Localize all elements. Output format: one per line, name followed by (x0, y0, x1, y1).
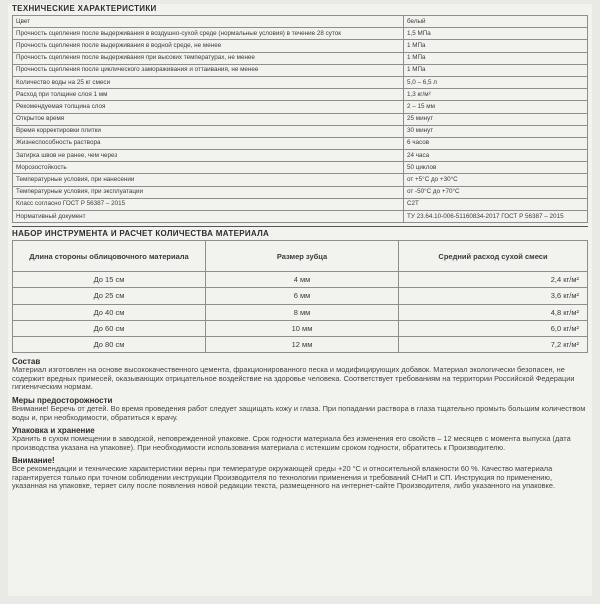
spec-row (13, 28, 588, 40)
spec-value: от +5°С до +30°С (404, 174, 588, 186)
section-title: Упаковка и хранение (12, 426, 95, 436)
tools-row (13, 288, 588, 304)
spec-row (13, 125, 588, 137)
tools-consumption: 3,6 кг/м² (399, 288, 588, 304)
spec-name: Цвет (13, 16, 404, 28)
tools-tooth: 10 мм (206, 320, 399, 336)
spec-row (13, 113, 588, 125)
spec-name: Прочность сцепления после выдерживания в воздушно-сухой среде (нормальные условия) в течение 28 суток (13, 28, 404, 40)
spec-value: 1 МПа (404, 52, 588, 64)
divider (12, 226, 588, 227)
tools-consumption: 6,0 кг/м² (399, 320, 588, 336)
spec-row (13, 16, 588, 28)
section-title: Внимание! (12, 456, 55, 466)
spec-row (13, 174, 588, 186)
spec-value: 25 минут (404, 113, 588, 125)
tools-table (12, 240, 588, 353)
spec-name: Класс согласно ГОСТ Р 56387 – 2015 (13, 198, 404, 210)
spec-name: Количество воды на 25 кг смеси (13, 76, 404, 88)
tools-row (13, 304, 588, 320)
tools-header-tooth: Размер зубца (206, 241, 399, 272)
tools-row (13, 320, 588, 336)
tools-tooth: 6 мм (206, 288, 399, 304)
spec-row (13, 162, 588, 174)
tools-tooth: 12 мм (206, 336, 399, 352)
tools-row (13, 336, 588, 352)
spec-value: 1 МПа (404, 40, 588, 52)
tools-side: До 60 см (13, 320, 206, 336)
spec-value: 5,0 – 6,5 л (404, 76, 588, 88)
section-text: Хранить в сухом помещении в заводской, неповрежденной упаковке. Срок годности материала без изменения его свойств – 12 месяцев с момента выпуска (дата производства указана на упаковке). При необходимости использования материала с истекшим сроком годности, обратитесь к Производителю. (12, 434, 571, 452)
spec-row (13, 89, 588, 101)
spec-row (13, 101, 588, 113)
spec-value: 1 МПа (404, 64, 588, 76)
spec-name: Открытое время (13, 113, 404, 125)
text-sections (12, 357, 588, 491)
spec-value: ТУ 23.64.10-006-51160834-2017 ГОСТ Р 56387 – 2015 (404, 211, 588, 223)
spec-name: Прочность сцепления после циклического замораживания и оттаивания, не менее (13, 64, 404, 76)
spec-row (13, 150, 588, 162)
spec-name: Затирка швов не ранее, чем через (13, 150, 404, 162)
spec-row (13, 211, 588, 223)
specs-title: ТЕХНИЧЕСКИЕ ХАРАКТЕРИСТИКИ (12, 4, 157, 13)
spec-name: Время корректировки плитки (13, 125, 404, 137)
spec-name: Температурные условия, при эксплуатации (13, 186, 404, 198)
spec-name: Прочность сцепления после выдерживания в водной среде, не менее (13, 40, 404, 52)
tools-title: НАБОР ИНСТРУМЕНТА И РАСЧЕТ КОЛИЧЕСТВА МАТЕРИАЛА (12, 229, 270, 239)
tools-consumption: 4,8 кг/м² (399, 304, 588, 320)
spec-row (13, 52, 588, 64)
tools-tooth: 4 мм (206, 272, 399, 288)
spec-value: 6 часов (404, 137, 588, 149)
spec-row (13, 198, 588, 210)
spec-value: 1,5 МПа (404, 28, 588, 40)
spec-name: Жизнеспособность раствора (13, 137, 404, 149)
spec-row (13, 40, 588, 52)
tools-consumption: 7,2 кг/м² (399, 336, 588, 352)
spec-value: С2Т (404, 198, 588, 210)
section-text: Все рекомендации и технические характеристики верны при температуре окружающей среды +20 °С и относительной влажности 60 %. Качество материала гарантируется только при точном соблюдении инструкции Производителя по технологии применения и требований СНиП и СП. Инструкция по применению, указанная на упаковке, теряет силу после появления новой редакции текста, размещенного на интернет-сайте Производителя, либо указанного на упаковке. (12, 464, 556, 491)
spec-name: Морозостойкость (13, 162, 404, 174)
product-label-sheet (8, 4, 592, 596)
spec-name: Нормативный документ (13, 211, 404, 223)
tools-row (13, 272, 588, 288)
section-text: Материал изготовлен на основе высококачественного цемента, фракционированного песка и модифицирующих добавок. Материал экологически безопасен, не содержит вредных примесей, оказывающих отрицательное воздействие на здоровье человека. Соответствует требованиям на территории Российской Федерации гигиеническим нормам. (12, 365, 575, 392)
tools-side: До 25 см (13, 288, 206, 304)
spec-name: Рекомендуемая толщина слоя (13, 101, 404, 113)
spec-value: 24 часа (404, 150, 588, 162)
spec-value: от -50°С до +70°С (404, 186, 588, 198)
tools-tooth: 8 мм (206, 304, 399, 320)
spec-value: 1,3 кг/м² (404, 89, 588, 101)
tools-consumption: 2,4 кг/м² (399, 272, 588, 288)
section-title: Меры предосторожности (12, 395, 113, 405)
section-title: Состав (12, 357, 41, 367)
tools-header-consumption: Средний расход сухой смеси (399, 241, 588, 272)
spec-row (13, 186, 588, 198)
spec-value: 30 минут (404, 125, 588, 137)
tools-side: До 80 см (13, 336, 206, 352)
spec-name: Температурные условия, при нанесении (13, 174, 404, 186)
tools-side: До 40 см (13, 304, 206, 320)
spec-value: белый (404, 16, 588, 28)
spec-value: 2 – 15 мм (404, 101, 588, 113)
spec-row (13, 137, 588, 149)
tools-header-side: Длина стороны облицовочного материала (13, 241, 206, 272)
spec-value: 50 циклов (404, 162, 588, 174)
spec-row (13, 76, 588, 88)
tools-side: До 15 см (13, 272, 206, 288)
spec-row (13, 64, 588, 76)
spec-name: Расход при толщине слоя 1 мм (13, 89, 404, 101)
section-text: Внимание! Беречь от детей. Во время проведения работ следует защищать кожу и глаза. При попадании раствора в глаза тщательно промыть большим количеством воды и, при необходимости, обратиться к врачу. (12, 403, 586, 422)
spec-name: Прочность сцепления после выдерживания при высоких температурах, не менее (13, 52, 404, 64)
specs-table (12, 15, 588, 223)
